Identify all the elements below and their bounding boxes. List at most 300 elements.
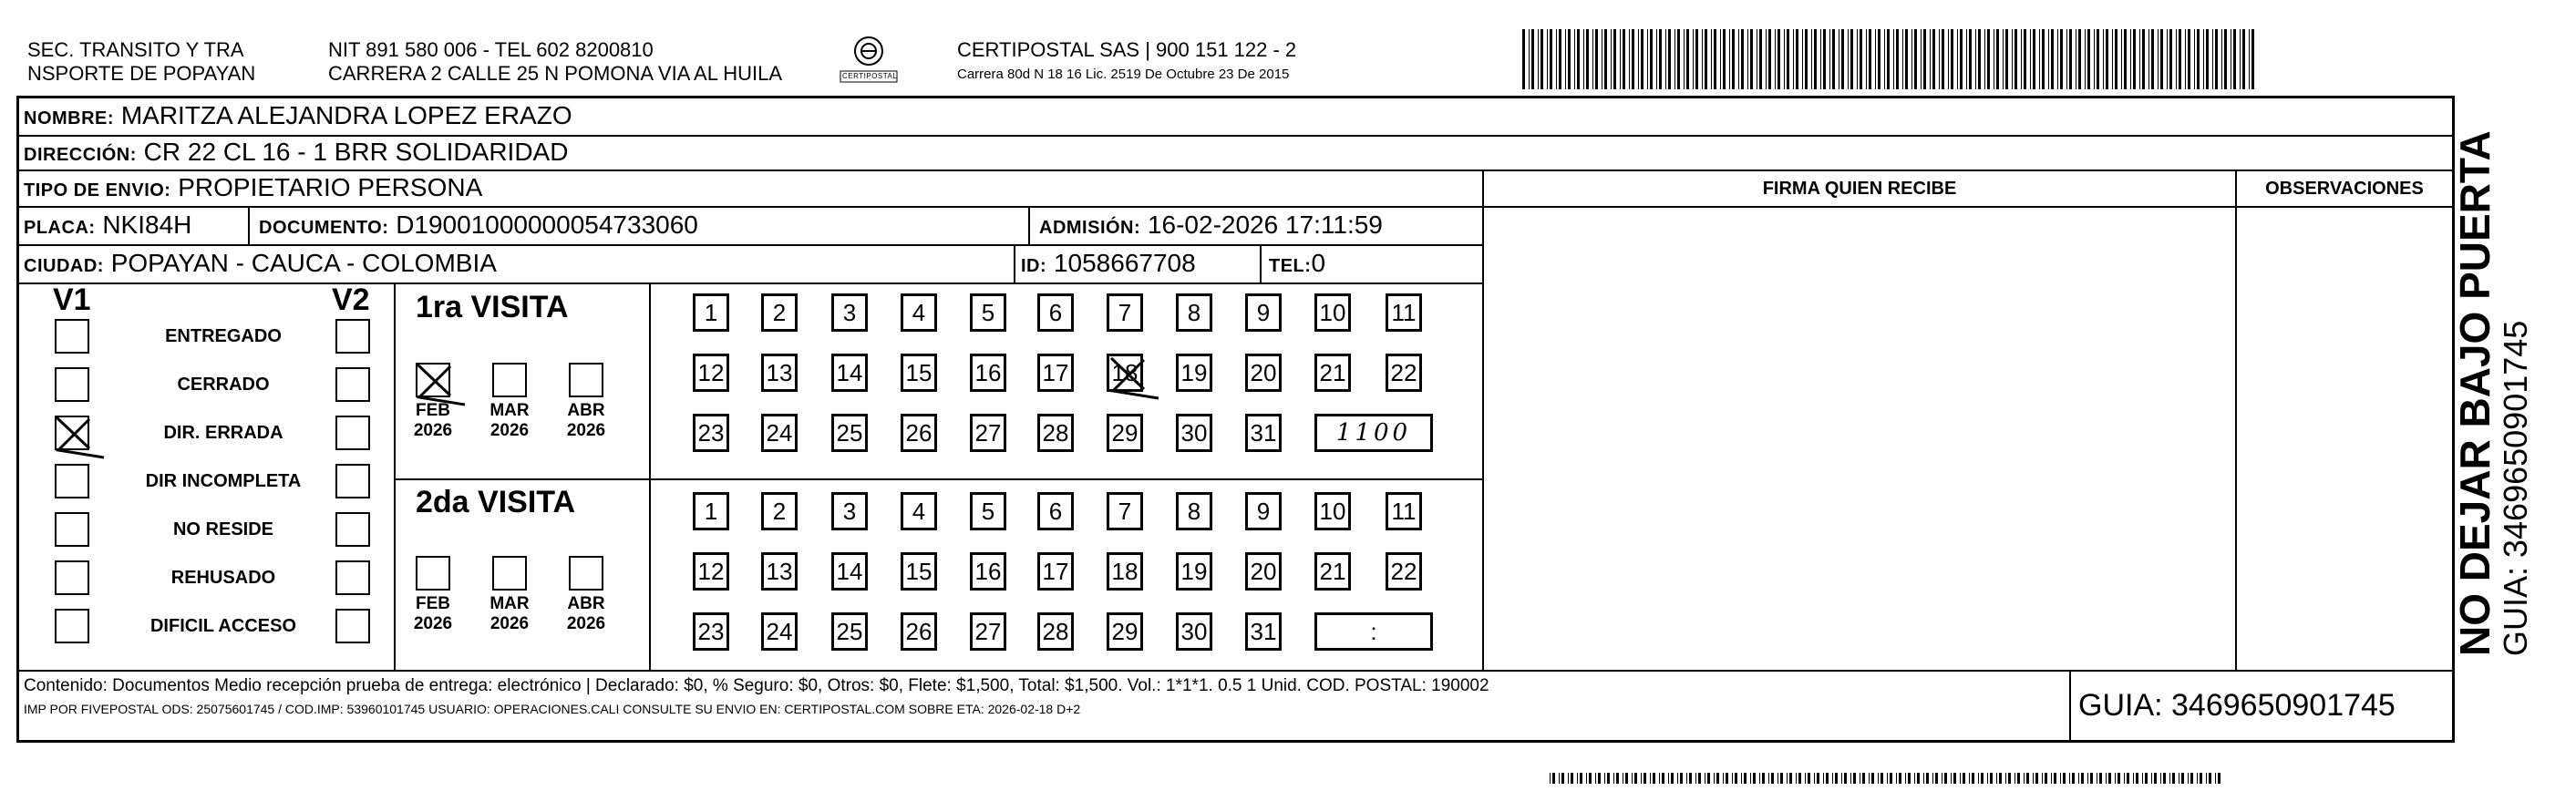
day-box[interactable]: 31 <box>1245 414 1282 452</box>
barcode-bar <box>1559 773 1560 784</box>
barcode-bar <box>2033 773 2034 784</box>
row-line-3 <box>16 206 2455 208</box>
barcode-bar <box>2108 773 2111 784</box>
barcode-bar <box>1869 29 1871 89</box>
barcode-bar <box>1686 29 1689 89</box>
day-box[interactable]: 30 <box>1176 612 1212 651</box>
barcode-bar <box>1677 773 1678 784</box>
barcode-bar <box>2200 773 2202 784</box>
barcode-bar <box>2154 773 2157 784</box>
barcode-bar <box>2136 773 2138 784</box>
month-year: 2026 <box>489 421 530 440</box>
barcode-bar <box>1944 773 1947 784</box>
col-line-id <box>1014 244 1015 282</box>
v1-checkbox[interactable] <box>55 416 89 450</box>
day-box[interactable]: 21 <box>1314 354 1351 392</box>
barcode-bar <box>1890 773 1892 784</box>
barcode-bar <box>2142 773 2143 784</box>
barcode-bar <box>2039 29 2040 89</box>
v1-checkbox[interactable] <box>55 464 89 498</box>
barcode-bar <box>1583 29 1584 89</box>
barcode-bar <box>2206 773 2207 784</box>
month-label <box>482 401 537 441</box>
day-box[interactable]: 28 <box>1037 612 1074 651</box>
day-box[interactable]: 12 <box>693 354 729 392</box>
barcode-bar <box>1604 29 1607 89</box>
tipo-value: PROPIETARIO PERSONA <box>178 173 483 201</box>
day-box[interactable]: 13 <box>761 354 798 392</box>
barcode-bar <box>1923 29 1926 89</box>
barcode-bar <box>2190 773 2193 784</box>
day-box[interactable]: 23 <box>693 612 729 651</box>
barcode-bar <box>2179 29 2181 89</box>
barcode-bar <box>2124 29 2127 89</box>
day-box[interactable]: 4 <box>901 492 937 530</box>
barcode-bar <box>1744 773 1747 784</box>
month-year: 2026 <box>566 421 606 440</box>
barcode-bar <box>1796 773 1797 784</box>
documento-label: DOCUMENTO: <box>259 218 389 238</box>
barcode-bar <box>2127 773 2129 784</box>
barcode-bar <box>1650 773 1651 784</box>
barcode-bar <box>1577 29 1580 89</box>
barcode-bar <box>2160 773 2161 784</box>
barcode-bar <box>1750 29 1753 89</box>
barcode-bar <box>1662 773 1664 784</box>
day-box[interactable]: 8 <box>1176 492 1212 530</box>
day-box[interactable]: 9 <box>1245 293 1282 332</box>
v2-checkbox[interactable] <box>335 319 370 354</box>
barcode-bar <box>2106 773 2107 784</box>
barcode-bar <box>1674 29 1675 89</box>
barcode-bar <box>1540 29 1543 89</box>
day-box[interactable]: 10 <box>1314 293 1351 332</box>
day-box[interactable]: 25 <box>831 414 868 452</box>
day-box[interactable]: 5 <box>970 293 1006 332</box>
barcode-bar <box>2151 773 2152 784</box>
barcode-bar <box>2069 29 2072 89</box>
barcode-bar <box>2103 29 2104 89</box>
barcode-bar <box>2115 29 2117 89</box>
barcode-bar <box>1850 773 1851 784</box>
barcode-bar <box>1826 773 1829 784</box>
barcode-bar <box>1984 29 1985 89</box>
observaciones-header: OBSERVACIONES <box>2265 179 2424 199</box>
barcode-bar <box>1811 29 1812 89</box>
day-box[interactable]: 29 <box>1107 414 1143 452</box>
day-box[interactable]: 26 <box>901 612 937 651</box>
v1-checkbox[interactable] <box>55 319 89 354</box>
month-checkbox[interactable] <box>492 556 527 591</box>
barcode-bar <box>1723 29 1726 89</box>
barcode-bar <box>1552 773 1555 784</box>
barcode-bar <box>2167 29 2168 89</box>
col-line-firma <box>1482 170 1484 670</box>
placa-value: NKI84H <box>102 211 192 239</box>
barcode-bar <box>1607 773 1610 784</box>
time-box[interactable]: 1100 <box>1314 414 1433 452</box>
barcode-bar <box>2014 773 2015 784</box>
barcode-bar <box>1823 773 1824 784</box>
barcode-bar <box>1832 29 1835 89</box>
tel-label: TEL: <box>1269 256 1312 276</box>
barcode-bar <box>1969 773 1970 784</box>
barcode-bar <box>1923 773 1924 784</box>
barcode-bar <box>2051 29 2054 89</box>
barcode-bar <box>2017 773 2020 784</box>
barcode-bar <box>1990 773 1993 784</box>
barcode-bar <box>2169 29 2172 89</box>
nombre-label: NOMBRE: <box>24 108 115 128</box>
row-line-footer <box>16 670 2455 672</box>
barcode-bar <box>2051 773 2052 784</box>
barcode-bar <box>1857 29 1858 89</box>
barcode-bar <box>1735 773 1737 784</box>
day-box[interactable]: 7 <box>1107 492 1143 530</box>
barcode-bar <box>1914 29 1917 89</box>
day-box[interactable]: 26 <box>901 414 937 452</box>
barcode-bar <box>2215 773 2216 784</box>
barcode-bar <box>2087 29 2090 89</box>
day-box[interactable]: 2 <box>761 492 798 530</box>
barcode-bar <box>1987 773 1988 784</box>
barcode-bar <box>2115 773 2116 784</box>
barcode-bar <box>1641 773 1642 784</box>
day-box[interactable]: 14 <box>831 552 868 591</box>
day-box[interactable]: 6 <box>1037 293 1074 332</box>
day-box[interactable]: 16 <box>970 552 1006 591</box>
cross-mark-icon <box>416 363 452 399</box>
barcode-bar <box>2081 773 2084 784</box>
side-text <box>2452 128 2561 656</box>
time-box[interactable]: : <box>1314 612 1433 651</box>
visit1-title: 1ra VISITA <box>416 290 569 324</box>
day-box[interactable]: 2 <box>761 293 798 332</box>
day-box[interactable]: 17 <box>1037 354 1074 392</box>
day-box[interactable]: 8 <box>1176 293 1212 332</box>
barcode-bar <box>1632 29 1634 89</box>
day-box[interactable]: 23 <box>693 414 729 452</box>
month-year: 2026 <box>413 421 453 440</box>
barcode-bar <box>1796 29 1798 89</box>
day-box[interactable]: 22 <box>1386 552 1422 591</box>
month-checkbox[interactable] <box>416 363 450 397</box>
barcode-bar <box>1823 29 1826 89</box>
barcode-bar <box>1841 29 1844 89</box>
day-box[interactable]: 31 <box>1245 612 1282 651</box>
barcode-bar <box>2005 29 2008 89</box>
barcode-bar <box>1638 29 1639 89</box>
barcode-bar <box>1604 773 1605 784</box>
barcode-bar <box>1905 29 1908 89</box>
day-box[interactable]: 12 <box>693 552 729 591</box>
month-name: FEB <box>416 401 450 420</box>
barcode-bar <box>2242 29 2245 89</box>
month-label <box>559 594 613 634</box>
imp-line: IMP POR FIVEPOSTAL ODS: 25075601745 / COD.IMP: 53960101745 USUARIO: OPERACIONES.CALI CONSULTE SU ENVIO EN: CERTIPOSTAL.COM SOBRE ETA: 2026-02-18 D+2 <box>24 702 1081 716</box>
barcode-bar <box>1768 773 1769 784</box>
barcode-bar <box>1556 29 1557 89</box>
barcode-bar <box>1643 773 1646 784</box>
month-year: 2026 <box>413 614 453 633</box>
day-box[interactable]: 14 <box>831 354 868 392</box>
barcode-bar <box>2188 29 2190 89</box>
day-box[interactable]: 28 <box>1037 414 1074 452</box>
barcode-bar <box>1784 29 1785 89</box>
barcode-bar <box>1829 29 1830 89</box>
barcode-bar <box>1844 773 1847 784</box>
day-box[interactable]: 15 <box>901 552 937 591</box>
barcode-bar <box>1951 773 1952 784</box>
barcode-bar <box>1893 29 1894 89</box>
barcode-bar <box>1629 29 1630 89</box>
barcode-bar <box>1942 29 1944 89</box>
day-box[interactable]: 3 <box>831 492 868 530</box>
barcode-bar <box>1768 29 1771 89</box>
barcode-bar <box>2063 773 2066 784</box>
day-box[interactable]: 18 <box>1107 552 1143 591</box>
day-box[interactable]: 21 <box>1314 552 1351 591</box>
barcode-bar <box>2188 773 2189 784</box>
month-name: ABR <box>567 594 605 613</box>
day-box[interactable]: 24 <box>761 414 798 452</box>
v2-checkbox[interactable] <box>335 512 370 547</box>
barcode-bar <box>2124 773 2125 784</box>
barcode-bar <box>2209 773 2211 784</box>
day-box[interactable]: 24 <box>761 612 798 651</box>
barcode-bar <box>1917 773 1920 784</box>
day-box[interactable]: 27 <box>970 414 1006 452</box>
day-box[interactable]: 19 <box>1176 354 1212 392</box>
barcode-bar <box>1921 29 1922 89</box>
day-box[interactable]: 22 <box>1386 354 1422 392</box>
barcode-bar <box>2024 29 2026 89</box>
visit-divider <box>394 478 1483 480</box>
barcode-bar <box>2139 29 2140 89</box>
barcode-bar <box>2194 29 2195 89</box>
barcode-bar <box>1850 29 1853 89</box>
barcode-bar <box>1702 29 1703 89</box>
barcode-bar <box>1732 773 1733 784</box>
logo-text: CERTIPOSTAL <box>842 72 898 80</box>
top-barcode <box>1522 29 2261 91</box>
v1-checkbox[interactable] <box>55 512 89 547</box>
barcode-bar <box>1741 29 1744 89</box>
barcode-bar <box>1723 773 1724 784</box>
barcode-bar <box>1750 773 1751 784</box>
barcode-bar <box>2121 29 2122 89</box>
barcode-bar <box>1871 773 1874 784</box>
barcode-bar <box>2026 773 2029 784</box>
barcode-bar <box>1969 29 1972 89</box>
barcode-bar <box>1948 29 1949 89</box>
day-box[interactable]: 27 <box>970 612 1006 651</box>
barcode-bar <box>1860 29 1862 89</box>
barcode-bar <box>1869 773 1870 784</box>
visit2-title: 2da VISITA <box>416 485 576 519</box>
admision-label: ADMISIÓN: <box>1039 218 1141 238</box>
barcode-bar <box>1695 29 1698 89</box>
day-box[interactable]: 19 <box>1176 552 1212 591</box>
day-box[interactable]: 25 <box>831 612 868 651</box>
barcode-bar <box>1716 773 1719 784</box>
day-box[interactable]: 6 <box>1037 492 1074 530</box>
barcode-bar <box>1762 773 1765 784</box>
month-checkbox[interactable] <box>569 556 603 591</box>
barcode-bar <box>2097 29 2099 89</box>
barcode-bar <box>1641 29 1643 89</box>
day-box[interactable]: 18 <box>1107 354 1143 392</box>
barcode-bar <box>1878 773 1879 784</box>
admision-value: 16-02-2026 17:11:59 <box>1147 211 1383 239</box>
v2-checkbox[interactable] <box>335 464 370 498</box>
barcode-bar <box>1625 773 1628 784</box>
barcode-bar <box>2151 29 2154 89</box>
barcode-bar <box>1878 29 1880 89</box>
status-label: DIR. ERRADA <box>163 423 283 443</box>
barcode-bar <box>2060 773 2061 784</box>
barcode-bar <box>1966 29 1967 89</box>
barcode-bar <box>1975 29 1976 89</box>
status-label: DIR INCOMPLETA <box>145 471 302 491</box>
barcode-bar <box>2048 29 2049 89</box>
barcode-bar <box>1668 29 1671 89</box>
direccion-field <box>24 137 568 170</box>
barcode-bar <box>2158 29 2159 89</box>
barcode-bar <box>1695 773 1696 784</box>
barcode-bar <box>2224 29 2227 89</box>
day-box[interactable]: 16 <box>970 354 1006 392</box>
status-label: NO RESIDE <box>172 519 274 539</box>
barcode-bar <box>1802 29 1803 89</box>
barcode-bar <box>1671 773 1674 784</box>
v1-label: V1 <box>53 282 91 317</box>
month-checkbox[interactable] <box>569 363 603 397</box>
barcode-bar <box>1789 773 1792 784</box>
month-checkbox[interactable] <box>416 556 450 591</box>
barcode-bar <box>2087 773 2088 784</box>
barcode-bar <box>2176 29 2177 89</box>
month-year: 2026 <box>489 614 530 633</box>
barcode-bar <box>1908 773 1911 784</box>
v1-checkbox[interactable] <box>55 367 89 402</box>
day-box[interactable]: 29 <box>1107 612 1143 651</box>
v2-checkbox[interactable] <box>335 416 370 450</box>
direccion-label: DIRECCIÓN: <box>24 145 137 165</box>
barcode-bar <box>2078 29 2081 89</box>
barcode-bar <box>2112 29 2113 89</box>
barcode-bar <box>1853 773 1856 784</box>
barcode-bar <box>1808 773 1810 784</box>
cross-mark-icon <box>55 416 91 452</box>
side-warning: NO DEJAR BAJO PUERTA <box>2451 130 2499 656</box>
barcode-bar <box>1999 773 2002 784</box>
barcode-bar <box>1820 29 1821 89</box>
barcode-bar <box>2203 29 2204 89</box>
barcode-bar <box>1586 773 1587 784</box>
day-box[interactable]: 3 <box>831 293 868 332</box>
barcode-bar <box>2163 773 2166 784</box>
barcode-bar <box>1589 773 1592 784</box>
day-box[interactable]: 5 <box>970 492 1006 530</box>
barcode-bar <box>1550 29 1552 89</box>
barcode-bar <box>2249 29 2250 89</box>
month-label <box>406 594 460 634</box>
barcode-bar <box>1714 29 1716 89</box>
barcode-bar <box>1978 773 1979 784</box>
day-box[interactable]: 13 <box>761 552 798 591</box>
day-box[interactable]: 4 <box>901 293 937 332</box>
barcode-bar <box>1531 29 1534 89</box>
month-year: 2026 <box>566 614 606 633</box>
barcode-bar <box>1686 773 1687 784</box>
day-box[interactable]: 10 <box>1314 492 1351 530</box>
month-checkbox[interactable] <box>492 363 527 397</box>
placa-field <box>24 210 191 243</box>
barcode-bar <box>2185 29 2186 89</box>
barcode-bar <box>1953 773 1956 784</box>
barcode-bar <box>2003 29 2004 89</box>
barcode-bar <box>2045 773 2047 784</box>
day-box[interactable]: 1 <box>693 293 729 332</box>
day-box[interactable]: 11 <box>1386 492 1422 530</box>
barcode-bar <box>1714 773 1715 784</box>
v2-checkbox[interactable] <box>335 367 370 402</box>
barcode-bar <box>1693 29 1694 89</box>
barcode-bar <box>1960 773 1961 784</box>
barcode-bar <box>2066 29 2067 89</box>
v2-label: V2 <box>332 282 370 317</box>
barcode-bar <box>2221 29 2222 89</box>
col-line-tel <box>1260 244 1262 282</box>
barcode-bar <box>1668 773 1669 784</box>
barcode-bar <box>2181 773 2184 784</box>
barcode-bar <box>1616 773 1619 784</box>
day-box[interactable]: 20 <box>1245 354 1282 392</box>
day-box[interactable]: 17 <box>1037 552 1074 591</box>
day-box[interactable]: 11 <box>1386 293 1422 332</box>
barcode-bar <box>1996 773 1997 784</box>
day-box[interactable]: 1 <box>693 492 729 530</box>
month-label <box>559 401 613 441</box>
barcode-bar <box>2024 773 2025 784</box>
barcode-bar <box>1978 29 1981 89</box>
documento-field <box>259 210 698 243</box>
tel-field <box>1269 248 1325 282</box>
barcode-bar <box>2206 29 2209 89</box>
barcode-bar <box>1650 29 1653 89</box>
barcode-bar <box>1911 29 1912 89</box>
barcode-bar <box>1777 29 1780 89</box>
day-box[interactable]: 9 <box>1245 492 1282 530</box>
status-label: CERRADO <box>177 375 270 395</box>
barcode-bar <box>1568 29 1571 89</box>
v2-checkbox[interactable] <box>335 560 370 595</box>
barcode-bar <box>1711 29 1712 89</box>
day-box[interactable]: 30 <box>1176 414 1212 452</box>
day-box[interactable]: 7 <box>1107 293 1143 332</box>
day-box[interactable]: 20 <box>1245 552 1282 591</box>
barcode-bar <box>1598 773 1601 784</box>
barcode-bar <box>1930 29 1931 89</box>
v1-checkbox[interactable] <box>55 609 89 643</box>
v1-checkbox[interactable] <box>55 560 89 595</box>
barcode-bar <box>2106 29 2108 89</box>
day-box[interactable]: 15 <box>901 354 937 392</box>
barcode-bar <box>2072 773 2075 784</box>
status-label: DIFICIL ACCESO <box>149 616 296 636</box>
v2-checkbox[interactable] <box>335 609 370 643</box>
